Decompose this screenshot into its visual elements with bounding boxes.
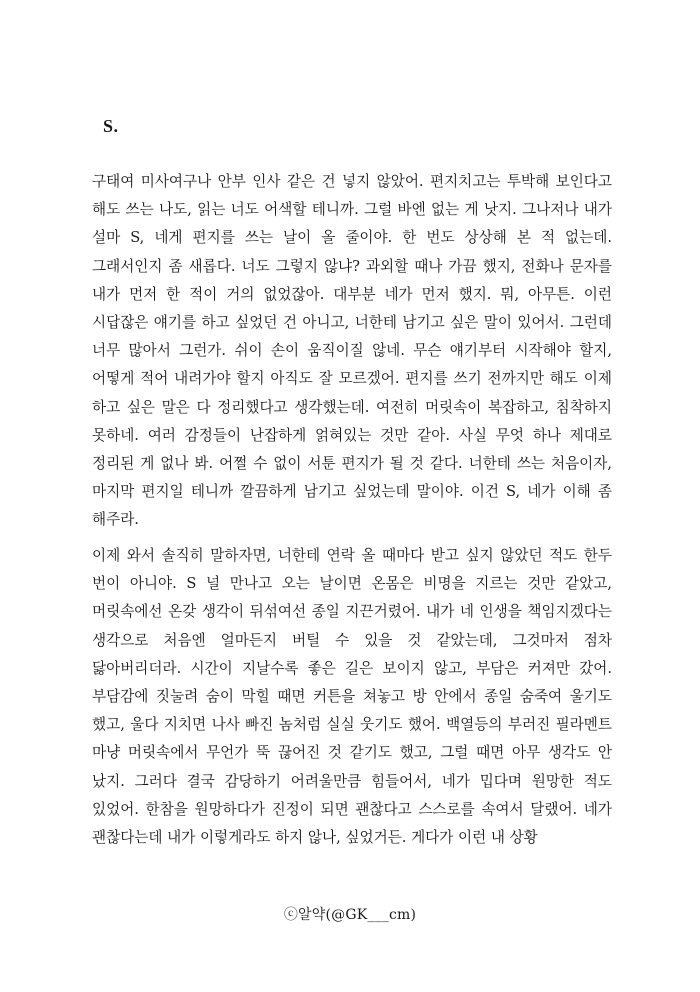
- copyright-footer: ⓒ알약(@GK___cm): [283, 907, 417, 923]
- letter-paragraph: 이제 와서 솔직히 말하자면, 너한테 연락 올 때마다 받고 싶지 않았던 적도 한두 번이 아니야. S 널 만나고 오는 날이면 온몸은 비명을 지르는 것만 같았고, 머릿속에선 온갖 생각이 뒤섞여선 종일 지끈거렸어. 내가 네 인생을 책임지겠다는 생각으로 처음엔 얼마든지 버틸 수 있을 것 같았는데, 그것마저 점차 닳아버리더라. 시간이 지날수록 좋은 길은 보이지 않고, 부담은 커져만 갔어. 부담감에 짓눌려 숨이 막힐 때면 커튼을 쳐놓고 방 안에서 종일 숨죽여 울기도 했고, 울다 지치면 나사 빠진 놈처럼 실실 웃기도 했어. 백열등의 부러진 필라멘트 마냥 머릿속에서 무언가 뚝 끊어진 것 같기도 했고, 그럴 때면 아무 생각도 안 났지. 그러다 결국 감당하기 어려울만큼 힘들어서, 네가 밉다며 원망한 적도 있었어. 한참을 원망하다가 진정이 되면 괜찮다고 스스로를 속여서 달랬어. 네가 괜찮다는데 내가 이렇게라도 하지 않나, 싶었거든. 게다가 이런 내 상황: [92, 547, 612, 847]
- letter-paragraph: 구태여 미사여구나 안부 인사 같은 건 넣지 않았어. 편지치고는 투박해 보인다고 해도 쓰는 나도, 읽는 너도 어색할 테니까. 그럴 바엔 없는 게 낫지. 그나저나 내가 설마 S, 네게 편지를 쓰는 날이 올 줄이야. 한 번도 상상해 본 적 없는데. 그래서인지 좀 새롭다. 너도 그렇지 않냐? 과외할 때나 가끔 했지, 전화나 문자를 내가 먼저 한 적이 거의 없었잖아. 대부분 네가 먼저 했지. 뭐, 아무튼. 이런 시답잖은 얘기를 하고 싶었던 건 아니고, 너한테 남기고 싶은 말이 있어서. 그런데 너무 많아서 그런가. 쉬이 손이 움직이질 않네. 무슨 얘기부터 시작해야 할지, 어떻게 적어 내려가야 할지 아직도 잘 모르겠어. 편지를 쓰기 전까지만 해도 이제 하고 싶은 말은 다 정리했다고 생각했는데. 여전히 머릿속이 복잡하고, 침착하지 못하네. 여러 감정들이 난잡하게 얽혀있는 것만 같아. 사실 무엇 하나 제대로 정리된 게 없나 봐. 어쩔 수 없이 서툰 편지가 될 것 같다. 너한테 쓰는 처음이자, 마지막 편지일 테니까 깔끔하게 남기고 싶었는데 말이야. 이건 S, 네가 이해 좀 해주라.: [92, 173, 612, 529]
- letter-salutation: S.: [103, 116, 119, 136]
